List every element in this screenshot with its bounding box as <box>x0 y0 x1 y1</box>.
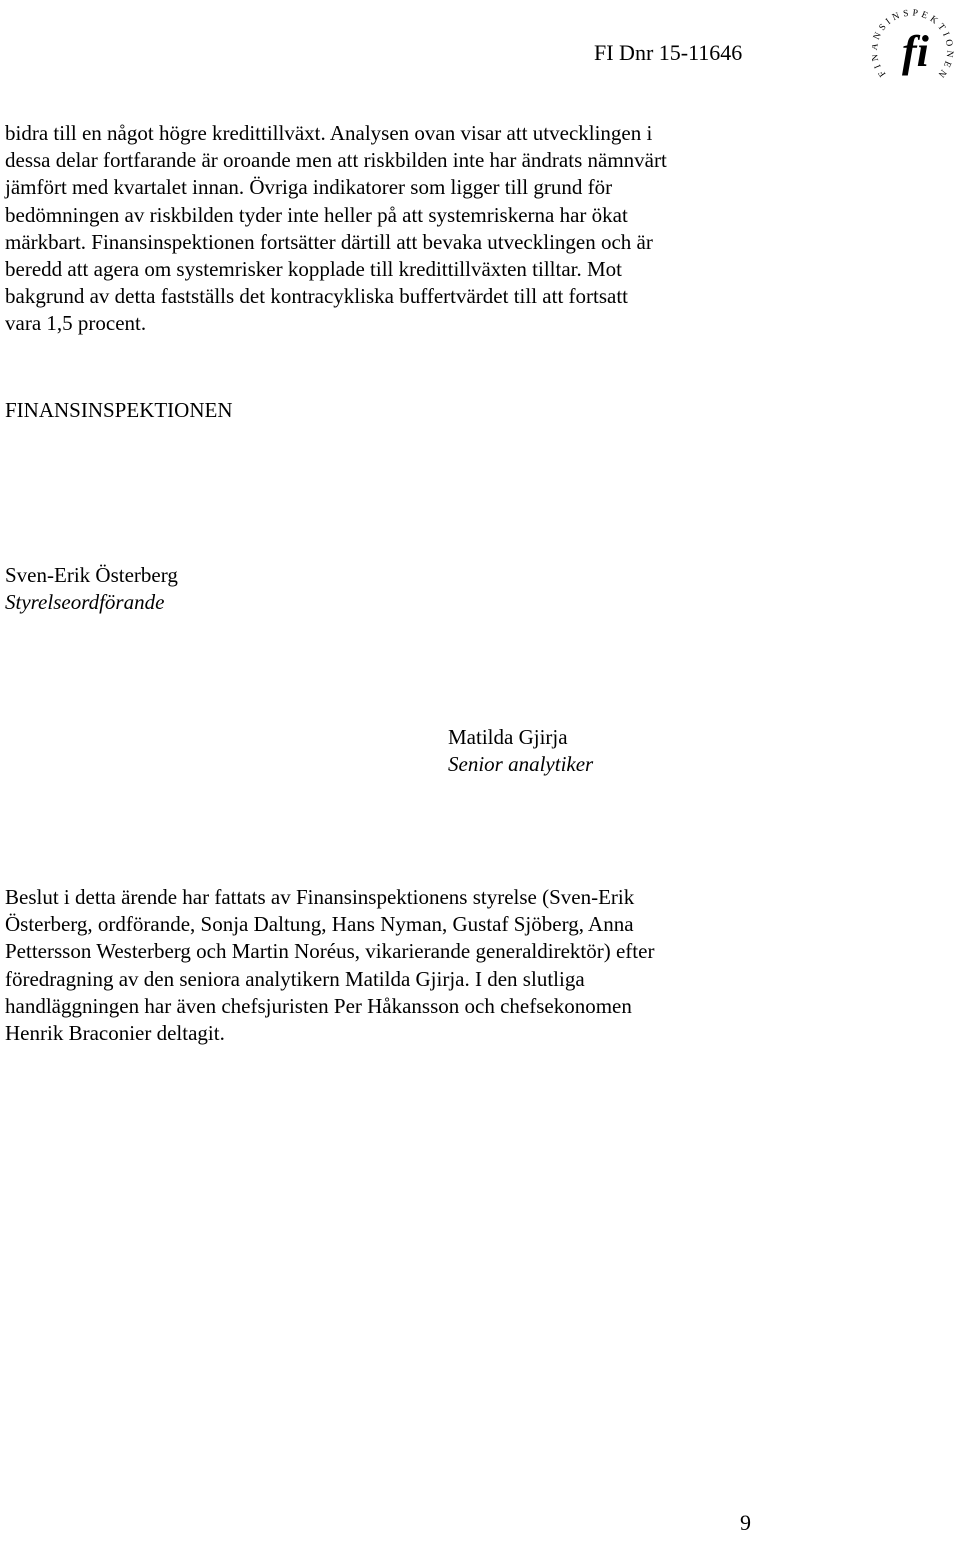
text-line: föredragning av den seniora analytikern Matilda Gjirja. I den slutliga <box>5 966 585 991</box>
page-number: 9 <box>740 1510 751 1535</box>
signature-block-chair <box>5 562 178 616</box>
signatory-title: Styrelseordförande <box>5 590 165 614</box>
text-line: jämfört med kvartalet innan. Övriga indikatorer som ligger till grund för <box>5 175 613 200</box>
organization-name: FINANSINSPEKTIONEN <box>5 398 233 422</box>
signatory-name: Sven-Erik Österberg <box>5 563 178 587</box>
text-line: Pettersson Westerberg och Martin Noréus, vikarierande generaldirektör) efter <box>5 939 655 964</box>
logo-ring-text: FI NSINSPEKTIONEN <box>872 8 955 82</box>
text-line: dessa delar fortfarande är oroande men att riskbilden inte har ändrats nämnvärt <box>5 148 667 173</box>
finansinspektionen-logo-icon <box>872 0 958 86</box>
text-line: beredd att agera om systemrisker kopplade till kredittillväxten tilltar. Mot <box>5 257 623 282</box>
text-line: märkbart. Finansinspektionen fortsätter därtill att bevaka utvecklingen och är <box>5 229 653 254</box>
text-line: bakgrund av detta fastställs det kontracykliska buffertvärdet till att fortsatt <box>5 284 629 309</box>
text-line: bedömningen av riskbilden tyder inte heller på att systemriskerna har ökat <box>5 202 628 227</box>
text-line: bidra till en något högre kredittillväxt. Analysen ovan visar att utvecklingen i <box>5 121 653 145</box>
decision-paragraph <box>5 884 725 1047</box>
signature-block-analyst <box>448 724 593 778</box>
text-line: Henrik Braconier deltagit. <box>5 1021 225 1046</box>
text-line: handläggningen har även chefsjuristen Per Håkansson och chefsekonomen <box>5 993 632 1018</box>
signatory-title: Senior analytiker <box>448 752 594 776</box>
text-line: vara 1,5 procent. <box>5 311 147 336</box>
document-number: FI Dnr 15-11646 <box>594 40 743 65</box>
signatory-name: Matilda Gjirja <box>448 725 568 749</box>
body-paragraph-1 <box>5 120 725 338</box>
logo-monogram: fi <box>902 27 929 76</box>
text-line: Österberg, ordförande, Sonja Daltung, Hans Nyman, Gustaf Sjöberg, Anna <box>5 912 634 937</box>
text-line: Beslut i detta ärende har fattats av Finansinspektionens styrelse (Sven-Erik <box>5 885 635 909</box>
